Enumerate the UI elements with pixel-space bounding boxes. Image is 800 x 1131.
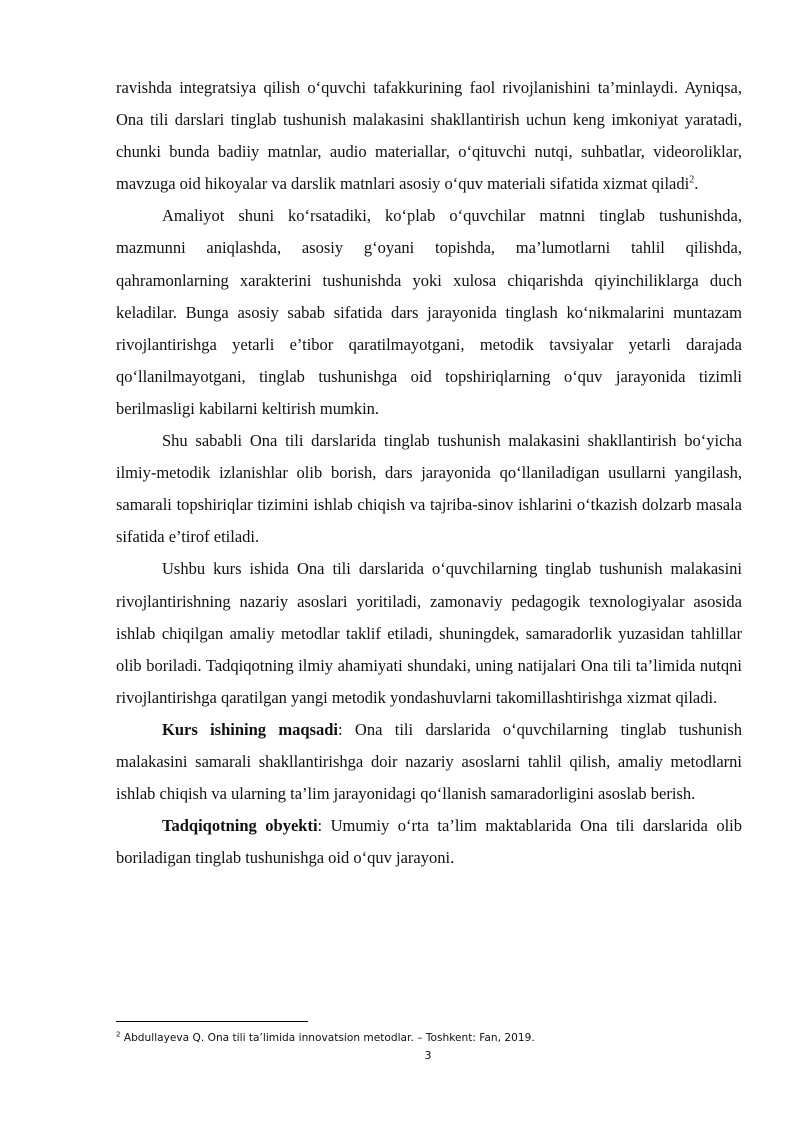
object-text: : Umumiy o‘rta ta’lim maktablarida Ona tili darslarida olib boriladigan tinglab tushunishga oid o‘quv jarayoni. — [116, 816, 742, 868]
paragraph-2: Amaliyot shuni ko‘rsatadiki, ko‘plab o‘quvchilar matnni tinglab tushunishda, mazmunni aniqlashda, asosiy g‘oyani topishda, ma’lumotlarni tahlil qilishda, qahramonlarning xarakterini tushunishda yoki xulosa chiqarishda qiyinchiliklarga duch keladilar. Bunga asosiy sabab sifatida dars jarayonida tinglash ko‘nikmalarini muntazam rivojlantirishga yetarli e’tibor qaratilmayotgani, metodik tavsiyalar yetarli darajada qo‘llanilmayotgani, tinglab tushunishga oid topshiriqlarning o‘quv jarayonida tizimli berilmasligi kabilarni keltirish mumkin. — [116, 206, 742, 418]
object-label: Tadqiqotning obyekti — [162, 816, 318, 836]
footnote-text: Abdullayeva Q. Ona tili ta’limida innovatsion metodlar. – Toshkent: Fan, 2019. — [120, 1032, 535, 1044]
aim-text: : Ona tili darslarida o‘quvchilarning tinglab tushunish malakasini samarali shakllantirishga doir nazariy asoslarni tahlil qilish, amaliy metodlarni ishlab chiqish va ularning ta’lim jarayonidagi qo‘llanish samaradorligini asoslab berish. — [116, 719, 742, 804]
paragraph-1-text: ravishda integratsiya qilish o‘quvchi tafakkurining faol rivojlanishini ta’minlaydi. Ayniqsa, Ona tili darslari tinglab tushunish malakasini shakllantirish uchun keng imkoniyat yaratadi, chunki bunda badiiy matnlar, audio materiallar, o‘qituvchi nutqi, suhbatlar, videoroliklar, mavzuga oid hikoyalar va darslik matnlari asosiy o‘quv materiali sifatida xizmat qiladi — [116, 78, 742, 194]
footnote — [116, 1031, 742, 1045]
aim-label: Kurs ishining maqsadi — [162, 719, 338, 739]
paragraph-aim — [116, 714, 742, 810]
page-body — [116, 72, 742, 874]
footnote-number: 2 — [116, 1030, 121, 1039]
paragraph-1 — [116, 72, 742, 200]
footnote-divider — [116, 1021, 308, 1022]
paragraph-3: Shu sababli Ona tili darslarida tinglab tushunish malakasini shakllantirish bo‘yicha ilmiy-metodik izlanishlar olib borish, dars jarayonida qo‘llaniladigan usullarni yangilash, samarali topshiriqlar tizimini ishlab chiqish va tajriba-sinov ishlarini o‘tkazish dolzarb masala sifatida e’tirof etiladi. — [116, 431, 742, 547]
paragraph-object — [116, 810, 742, 874]
footnote-reference[interactable]: 2 — [689, 174, 695, 186]
page-number: 3 — [424, 1049, 432, 1062]
paragraph-1-end: . — [694, 174, 699, 194]
paragraph-4: Ushbu kurs ishida Ona tili darslarida o‘quvchilarning tinglab tushunish malakasini rivojlantirishning nazariy asoslari yoritiladi, zamonaviy pedagogik texnologiyalar asosida ishlab chiqilgan amaliy metodlar taklif etiladi, shuningdek, samaradorlik yuzasidan tahlillar olib boriladi. Tadqiqotning ilmiy ahamiyati shundaki, uning natijalari Ona tili ta’limida nutqni rivojlantirishga qaratilgan yangi metodik yondashuvlarni takomillashtirishga xizmat qiladi. — [116, 559, 742, 707]
